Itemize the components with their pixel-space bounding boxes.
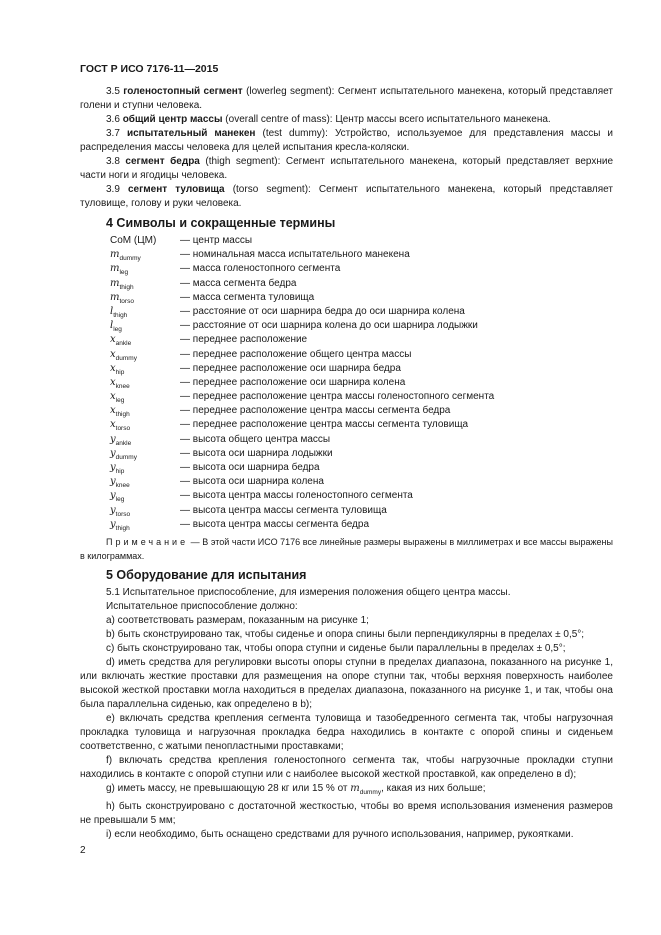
symbol — [110, 234, 180, 248]
symbol — [110, 475, 180, 489]
paragraph-5-1: 5.1 Испытательное приспособление, для измерения положения общего центра массы. — [106, 586, 511, 598]
symbol-row — [110, 475, 613, 489]
symbol-description: — высота общего центра массы — [180, 433, 331, 445]
symbol-subscript: dummy — [115, 354, 137, 362]
definition-3-5 — [80, 85, 613, 113]
symbol-subscript: ankle — [115, 340, 132, 348]
definition-number: 3.5 — [106, 86, 120, 97]
paragraph-intro: Испытательное приспособление должно: — [106, 600, 298, 612]
symbol-subscript: knee — [115, 482, 130, 490]
definition-english: (overall centre of mass): — [225, 114, 333, 125]
symbol — [110, 518, 180, 532]
symbol — [110, 277, 180, 291]
symbol-description: — центр массы — [180, 235, 253, 246]
symbol-base: m — [110, 263, 120, 275]
symbol-base: x — [110, 391, 116, 403]
symbol-subscript: leg — [119, 269, 129, 277]
symbol-description: — переднее расположение центра массы сегмента бедра — [180, 405, 451, 417]
symbol-base: x — [110, 334, 116, 346]
symbol-base: l — [110, 320, 114, 332]
symbol-row — [110, 262, 613, 276]
symbol-base: m — [110, 291, 120, 303]
symbol-row — [110, 404, 613, 418]
symbol — [110, 447, 180, 461]
symbol-subscript: knee — [115, 382, 130, 390]
symbol — [110, 333, 180, 347]
symbol-base: m — [350, 782, 360, 794]
definition-text: Сегмент испытательного манекена, который представляет туловище, голову и руки человека. — [80, 184, 613, 209]
symbol-description: — высота оси шарнира бедра — [180, 462, 320, 473]
symbol-description: — расстояние от оси шарнира бедра до оси шарнира колена — [180, 305, 465, 317]
note-text: — В этой части ИСО 7176 все линейные размеры выражены в миллиметрах и все массы выражены в килограммах. — [80, 536, 613, 561]
definition-number: 3.6 — [106, 114, 120, 125]
definition-term: голеностопный сегмент — [123, 86, 243, 97]
symbol-subscript: torso — [119, 297, 134, 305]
definitions — [80, 85, 613, 211]
definition-3-8 — [80, 155, 613, 183]
symbol — [110, 262, 180, 276]
symbol-description: — номинальная масса испытательного манекена — [180, 249, 410, 261]
page-number: 2 — [80, 844, 86, 856]
symbol — [110, 348, 180, 362]
item-g-text: g) иметь массу, не превышающую 28 кг или 15 % от — [106, 782, 351, 794]
symbol-row — [110, 348, 613, 362]
symbol — [110, 489, 180, 503]
definition-3-6 — [80, 113, 613, 127]
symbol-description: — высота оси шарнира колена — [180, 476, 324, 488]
symbol — [110, 319, 180, 333]
symbol-subscript: dummy — [115, 453, 137, 461]
symbol-subscript: leg — [115, 397, 125, 405]
symbol-description: — расстояние от оси шарнира колена до оси шарнира лодыжки — [180, 320, 478, 332]
symbol-row — [110, 305, 613, 319]
symbol-row — [110, 291, 613, 305]
symbol-base: l — [110, 305, 114, 317]
symbol — [110, 504, 180, 518]
symbol-description: — высота центра массы сегмента туловища — [180, 504, 387, 516]
symbol-subscript: thigh — [119, 283, 134, 291]
definition-3-9 — [80, 183, 613, 211]
symbol-row — [110, 277, 613, 291]
definition-english: (torso segment): — [232, 184, 311, 195]
document-header: ГОСТ Р ИСО 7176-11—2015 — [80, 63, 219, 75]
symbol-description: — переднее расположение — [180, 334, 308, 346]
symbol-subscript: ankle — [115, 439, 132, 447]
item-c: c) быть сконструировано так, чтобы опора ступни и сиденье были параллельны в пределах ± 0,5°; — [106, 642, 566, 654]
symbols-list — [110, 234, 613, 532]
symbol — [110, 461, 180, 475]
symbol-row — [110, 518, 613, 532]
symbol-subscript: torso — [115, 510, 131, 518]
item-f: f) включать средства крепления голеностопного сегмента так, чтобы нагрузочные прокладки ступни находились в контакте с опорой ступни или с наиболее высокой жесткой проставкой, как определено в d); — [80, 754, 613, 780]
symbol-base: x — [110, 348, 116, 360]
definition-term: общий центр массы — [122, 114, 223, 125]
definition-english: (thigh segment): — [205, 156, 281, 167]
symbol-row — [110, 489, 613, 503]
item-g-symbol — [350, 783, 381, 794]
symbol-description: — масса голеностопного сегмента — [180, 263, 341, 275]
symbol-subscript: torso — [115, 425, 131, 433]
symbol-subscript: thigh — [113, 311, 128, 319]
symbol-description: — высота центра массы голеностопного сегмента — [180, 490, 413, 502]
definition-number: 3.9 — [106, 184, 120, 195]
item-h: h) быть сконструировано с достаточной жесткостью, чтобы во время использования изменения размеров не превышали 5 мм; — [80, 800, 613, 826]
symbol-subscript: thigh — [115, 411, 130, 419]
symbol-base: x — [110, 419, 116, 431]
symbol-base: x — [110, 376, 116, 388]
item-i: i) если необходимо, быть оснащено средствами для ручного использования, например, рукоятками. — [106, 828, 574, 840]
symbol-base: y — [110, 433, 116, 445]
symbol — [110, 291, 180, 305]
definition-number: 3.8 — [106, 156, 120, 167]
note-label: Примечание — [106, 536, 189, 547]
symbol-base: m — [110, 249, 120, 261]
symbol — [110, 305, 180, 319]
definition-term: испытательный манекен — [126, 128, 256, 139]
symbol-row — [110, 390, 613, 404]
definition-english: (test dummy): — [262, 128, 328, 139]
symbol-subscript: dummy — [359, 788, 382, 796]
symbol-description: — высота центра массы сегмента бедра — [180, 518, 370, 530]
symbol-description: — переднее расположение оси шарнира колена — [180, 376, 406, 388]
item-b: b) быть сконструировано так, чтобы сиденье и опора спины были перпендикулярны в пределах ± 0,5°; — [106, 628, 585, 640]
symbol-row — [110, 362, 613, 376]
definition-term: сегмент туловища — [128, 184, 225, 195]
symbol-row — [110, 447, 613, 461]
symbol-row — [110, 234, 613, 248]
symbol-row — [110, 418, 613, 432]
symbol — [110, 433, 180, 447]
symbol-description: — переднее расположение оси шарнира бедра — [180, 362, 401, 374]
symbol — [110, 376, 180, 390]
symbol-subscript: leg — [113, 326, 122, 334]
symbol-description: — переднее расположение центра массы голеностопного сегмента — [180, 391, 495, 403]
symbol-subscript: thigh — [115, 524, 130, 532]
symbol — [110, 248, 180, 262]
symbol-base: x — [110, 405, 116, 417]
symbol — [110, 390, 180, 404]
definition-english: (lowerleg segment): — [246, 86, 335, 97]
item-e: e) включать средства крепления сегмента туловища и тазобедренного сегмента так, чтобы нагрузочная прокладка туловища и нагрузочная прокладка бедра находились в контакте с опорой спины и сиденьем соответственно, с жатыми пенопластными проставками; — [80, 712, 613, 752]
definition-text: Сегмент испытательного манекена, который представляет верхние части ноги и ягодицы человека. — [80, 156, 614, 181]
definition-text: Устройство, используемое для представления массы и распределения массы человека для целей испытания кресла-коляски. — [80, 128, 614, 153]
definition-number: 3.7 — [106, 128, 120, 139]
symbol-base: y — [110, 447, 116, 459]
item-g — [80, 782, 613, 800]
definition-term: сегмент бедра — [125, 156, 200, 167]
symbol-row — [110, 333, 613, 347]
symbol-subscript: hip — [115, 468, 125, 475]
symbol-subscript: dummy — [119, 255, 141, 263]
symbol-subscript: leg — [115, 496, 125, 504]
symbol-base: m — [110, 277, 120, 289]
definition-text: Центр массы всего испытательного манекена. — [335, 114, 551, 125]
item-a: a) соответствовать размерам, показанным на рисунке 1; — [106, 614, 369, 626]
symbol-row — [110, 504, 613, 518]
symbol-description: — масса сегмента бедра — [180, 277, 297, 289]
symbol — [110, 418, 180, 432]
symbol-base: y — [110, 504, 116, 516]
symbol-description: — высота оси шарнира лодыжки — [180, 447, 333, 459]
definition-3-7 — [80, 127, 613, 155]
symbol-row — [110, 461, 613, 475]
document-page — [80, 62, 613, 858]
symbol-base: x — [110, 362, 116, 374]
item-d: d) иметь средства для регулировки высоты опоры ступни в пределах диапазона, показанного на рисунке 1, или включать жесткие проставки для размещения на опоре ступни так, чтобы верхняя поверхность наиболее высокой жесткой проставки могла находиться в пределах диапазона, показанного на рисунке 1, и так, чтобы она была параллельна сиденью, как определено в b); — [80, 656, 613, 710]
symbol-base: y — [110, 476, 116, 488]
symbol-subscript: hip — [115, 368, 125, 376]
symbol-base: CoM (ЦМ) — [110, 235, 157, 246]
symbol — [110, 404, 180, 418]
symbol-description: — масса сегмента туловища — [180, 291, 315, 303]
note — [80, 535, 613, 563]
item-g-text-end: , какая из них больше; — [381, 782, 486, 794]
symbol-row — [110, 319, 613, 333]
symbol-row — [110, 433, 613, 447]
symbol-row — [110, 376, 613, 390]
section-5-heading: 5 Оборудование для испытания — [106, 567, 307, 582]
symbol-row — [110, 248, 613, 262]
symbol-description: — переднее расположение общего центра массы — [180, 348, 412, 360]
section-4-heading: 4 Символы и сокращенные термины — [106, 216, 336, 230]
symbol-description: — переднее расположение центра массы сегмента туловища — [180, 419, 469, 431]
symbol-base: y — [110, 462, 116, 473]
symbol-base: y — [110, 518, 116, 530]
definition-text: Сегмент испытательного манекена, который представляет голени и ступни человека. — [80, 86, 613, 111]
symbol-base: y — [110, 490, 116, 502]
symbol — [110, 362, 180, 376]
